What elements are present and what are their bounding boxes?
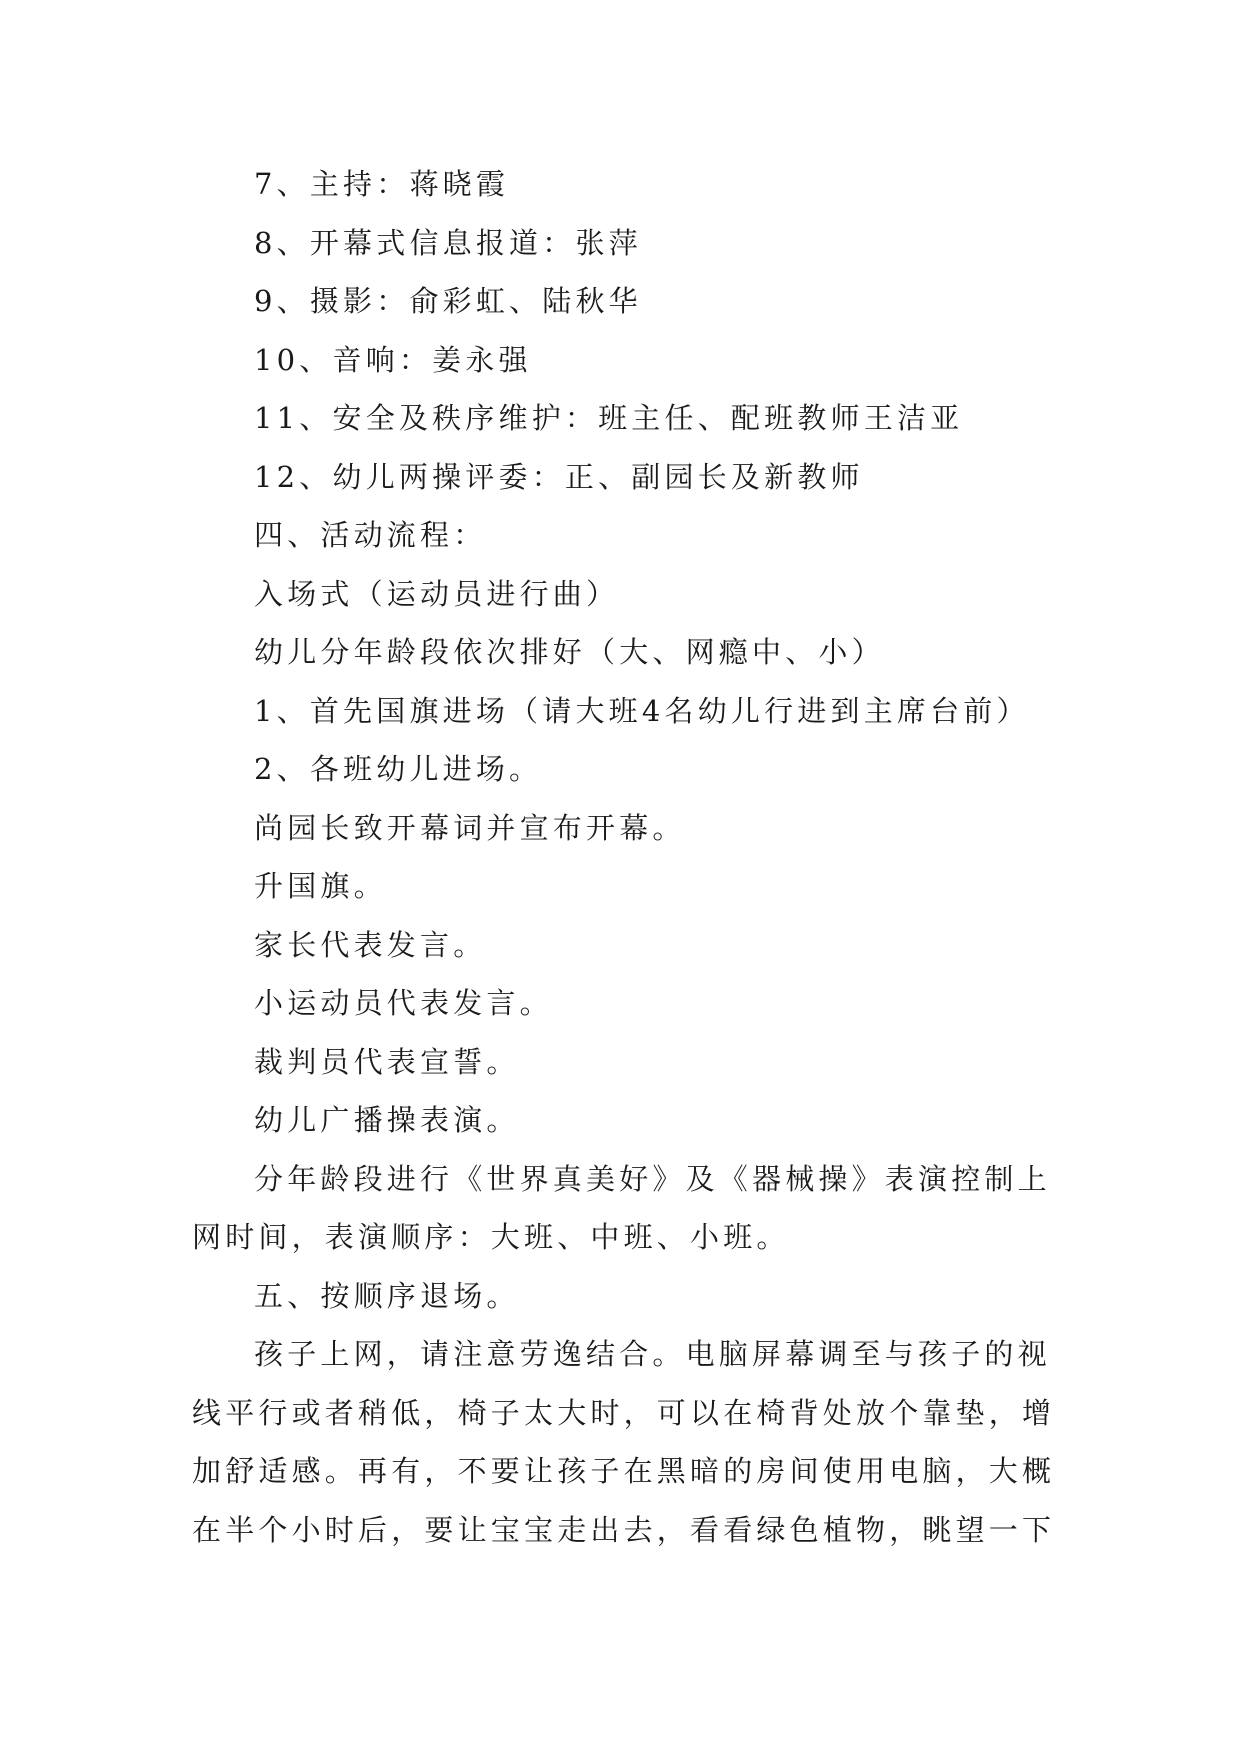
list-item-audio: 10、音响：姜永强 (254, 342, 532, 377)
paragraph-line: 在半个小时后，要让宝宝走出去，看看绿色植物，眺望一下 (192, 1512, 1056, 1547)
flow-referee-oath: 裁判员代表宣誓。 (254, 1044, 520, 1079)
paragraph-line: 网时间，表演顺序：大班、中班、小班。 (192, 1220, 790, 1254)
list-item-news-report: 8、开幕式信息报道：张萍 (254, 225, 642, 260)
flow-lineup: 幼儿分年龄段依次排好（大、网瘾中、小） (254, 635, 885, 669)
section-heading-activity-flow: 四、活动流程： (254, 518, 487, 552)
paragraph-line: 分年龄段进行《世界真美好》及《器械操》表演控制上 (254, 1161, 1051, 1196)
section-heading-exit: 五、按顺序退场。 (254, 1278, 520, 1313)
list-item-judges: 12、幼儿两操评委：正、副园长及新教师 (254, 459, 864, 494)
flow-athlete-speech: 小运动员代表发言。 (254, 986, 553, 1020)
paragraph-line: 加舒适感。再有，不要让孩子在黑暗的房间使用电脑，大概 (192, 1454, 1056, 1488)
flow-parent-speech: 家长代表发言。 (254, 927, 487, 962)
paragraph-line: 线平行或者稍低，椅子太大时，可以在椅背处放个靠垫，增 (192, 1395, 1056, 1430)
flow-flag-raising: 升国旗。 (254, 869, 387, 903)
flow-broadcast-exercise: 幼儿广播操表演。 (254, 1103, 520, 1137)
flow-entrance: 入场式（运动员进行曲） (254, 576, 620, 611)
flow-step-class-entry: 2、各班幼儿进场。 (254, 752, 543, 786)
paragraph-performance (192, 1150, 1052, 1267)
flow-step-flag-entry: 1、首先国旗进场（请大班4名幼儿行进到主席台前） (254, 693, 1030, 728)
paragraph-line: 孩子上网，请注意劳逸结合。电脑屏幕调至与孩子的视 (254, 1337, 1051, 1371)
flow-opening-speech: 尚园长致开幕词并宣布开幕。 (254, 810, 686, 845)
list-item-host: 7、主持：蒋晓霞 (254, 167, 510, 201)
document-body (192, 155, 1056, 1559)
list-item-photography: 9、摄影：俞彩虹、陆秋华 (254, 284, 642, 318)
list-item-safety: 11、安全及秩序维护：班主任、配班教师王洁亚 (254, 401, 964, 435)
paragraph-advice (192, 1325, 1056, 1559)
